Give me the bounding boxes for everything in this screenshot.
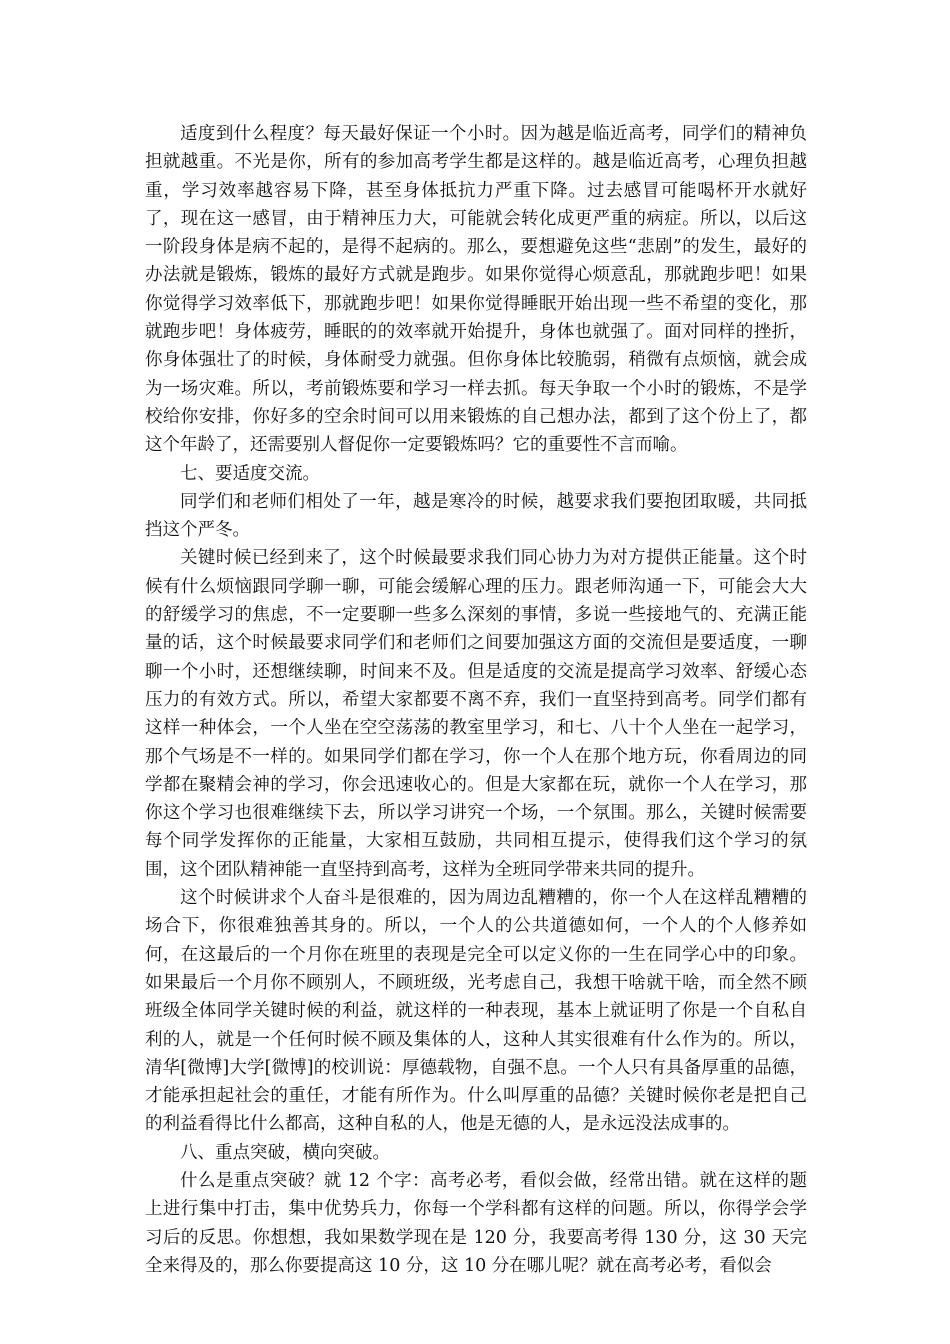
section-heading-7: 七、要适度交流。 xyxy=(180,463,320,484)
paragraph-together: 同学们和老师们相处了一年，越是寒冷的时候，越要求我们要抱团取暖，共同抵挡这个严冬。 xyxy=(145,491,807,541)
paragraph-key-moment: 关键时候已经到来了，这个时候最要求我们同心协力为对方提供正能量。这个时候有什么烦恼跟同学聊一聊，可能会缓解心理的压力。跟老师沟通一下，可能会大大的舒缓学习的焦虑，不一定要聊一些多么深刻的事情，多说一些接地气的、充满正能量的话，这个时候最要求同学们和老师们之间要加强这方面的交流但是要适度，一聊聊一个小时，还想继续聊，时间来不及。但是适度的交流是提高学习效率、舒缓心态压力的有效方式。所以，希望大家都要不离不弃，我们一直坚持到高考。同学们都有这样一种体会，一个人坐在空空荡荡的教室里学习，和七、八十个人坐在一起学习，那个气场是不一样的。如果同学们都在学习，你一个人在那个地方玩，你看周边的同学都在聚精会神的学习，你会迅速收心的。但是大家都在玩，就你一个人在学习，那你这个学习也很难继续下去，所以学习讲究一个场，一个氛围。那么，关键时候需要每个同学发挥你的正能量，大家相互鼓励，共同相互提示，使得我们这个学习的氛围，这个团队精神能一直坚持到高考，这样为全班同学带来共同的提升。 xyxy=(145,548,807,880)
paragraph-exercise: 适度到什么程度？每天最好保证一个小时。因为越是临近高考，同学们的精神负担就越重。不光是你，所有的参加高考学生都是这样的。越是临近高考，心理负担越重，学习效率越容易下降，甚至身体抵抗力严重下降。过去感冒可能喝杯开水就好了，现在这一感冒，由于精神压力大，可能就会转化成更严重的病症。所以，以后这一阶段身体是病不起的，是得不起病的。那么，要想避免这些“悲剧”的发生，最好的办法就是锻炼，锻炼的最好方式就是跑步。如果你觉得心烦意乱，那就跑步吧！如果你觉得学习效率低下，那就跑步吧！如果你觉得睡眠开始出现一些不希望的变化，那就跑步吧！身体疲劳，睡眠的的效率就开始提升，身体也就强了。面对同样的挫折，你身体强壮了的时候，身体耐受力就强。但你身体比较脆弱，稍微有点烦恼，就会成为一场灾难。所以，考前锻炼要和学习一样去抓。每天争取一个小时的锻炼，不是学校给你安排，你好多的空余时间可以用来锻炼的自己想办法，都到了这个份上了，都这个年龄了，还需要别人督促你一定要锻炼吗？它的重要性不言而喻。 xyxy=(145,124,807,456)
document-body xyxy=(145,120,807,1280)
paragraph-personal-morality: 这个时候讲求个人奋斗是很难的，因为周边乱糟糟的，你一个人在这样乱糟糟的场合下，你很难独善其身的。所以，一个人的公共道德如何，一个人的个人修养如何，在这最后的一个月你在班里的表现是完全可以定义你的一生在同学心中的印象。如果最后一个月你不顾别人，不顾班级，光考虑自己，我想干啥就干啥，而全然不顾班级全体同学关键时候的利益，就这样的一种表现，基本上就证明了你是一个自私自利的人，就是一个任何时候不顾及集体的人，这种人其实很难有什么作为的。所以，清华[微博]大学[微博]的校训说：厚德载物，自强不息。一个人只有具备厚重的品德，才能承担起社会的重任，才能有所作为。什么叫厚重的品德？关键时候你老是把自己的利益看得比什么都高，这种自私的人，他是无德的人，是永远没法成事的。 xyxy=(145,888,807,1135)
section-heading-8: 八、重点突破，横向突破。 xyxy=(180,1142,390,1163)
paragraph-breakthrough: 什么是重点突破？就 12 个字：高考必考，看似会做，经常出错。就在这样的题上进行集中打击，集中优势兵力，你每一个学科都有这样的问题。所以，你得学会学习后的反思。你想想，我如果数学现在是 120 分，我要高考得 130 分，这 30 天完全来得及的，那么你要提高这 10 分，这 10 分在哪儿呢？就在高考必考，看似会 xyxy=(145,1170,807,1276)
